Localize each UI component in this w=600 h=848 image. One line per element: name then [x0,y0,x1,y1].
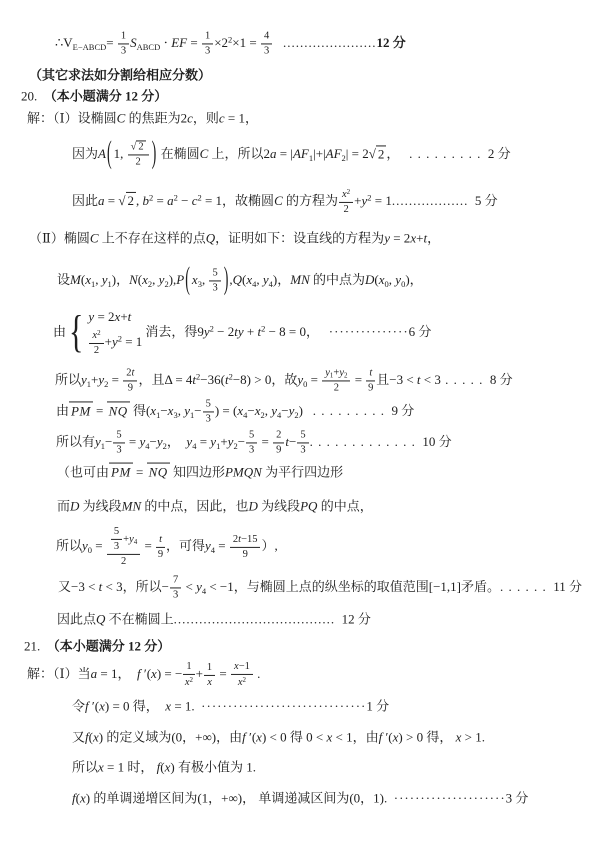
sol20-part2-vieta-discriminant: 所以$y_1+y_2$ = $\frac{2t}{9}$ ，且$\Delta = 4t^2-36(t^2-8) > 0$，故$y_0$ = $\frac{y1+y2}{2}$ = $\frac{t}{9}$ 且−3 < t < 3 . . . . . 8 分 [55,367,513,394]
sol20-part2-y4-expression: 所以有$y_1-$ $\frac{5}{3}$ = $y_4-y_2$， $y_4 = y_1+y_2-$ $\frac{5}{3}$ = $\frac{2}{9}$ t− $\frac{5}{3}$ . . . . . . . . . . . . . 10 分 [56,429,452,456]
sol20-part1-setup: 解：（Ⅰ）设椭圆C 的焦距为2c，则c = 1， [27,110,258,126]
sol21-part1-derivative: 解：（Ⅰ）当a = 1， f ′(x) = − $\frac{1}{x^2}$ + $\frac{1}{x}$ = $\frac{x-1}{x^2}$ . [27,660,261,688]
sol20-part2-points-setup: 设$M(x_1$, $y_1$)，$N(x_2$, $y_2),P$ ( $x_3$, $\frac{5}{3}$ ) $,Q(x_4$, $y_4$)，MN 的中点为$D(x_0$, $y_0$)， [57,262,423,298]
volume-formula-line: $\therefore V_{E-ABCD}=$ $\frac{1}{3}$ $S_{ABCD}$ ⋅ EF = $\frac{1}{3}$ $\times 2^2\times 1$ = $\frac{4}{3}$ ......................12 分 [55,30,406,57]
sol20-part2-conclusion: 因此点Q 不在椭圆上...................................... 12 分 [57,611,371,627]
sol21-part1-min-value: 所以x = 1 时， f(x) 有极小值为 1. [72,759,256,775]
sol20-part2-y0-midpoint-eq: 所以$y_0$ = $\frac{5}{3}$ +y4 2 = $\frac{t}{9}$ ，可得$y_4$ = $\frac{2t-15}{9}$ ）, [56,525,278,568]
sol21-part1-intervals: f(x) 的单调递增区间为(1，+∞)， 单调递减区间为(0，1). ·····················3 分 [72,790,529,806]
sol20-part2-assumption: （Ⅱ）椭圆C 上不存在这样的点Q，证明如下：设直线的方程为y = 2x+t， [29,230,441,246]
problem-21-heading: 21. （本小题满分 12 分） [24,638,171,654]
sol20-part2-vector-equality: 由 PM = NQ 得($x_1-x_3$, $y_1-$ $\frac{5}{3}$ ) = ($x_4-x_2$, $y_4-y_2$) . . . . . . . . . 9 分 [56,398,415,425]
sol20-part1-ellipse-equation: 因此a = √ 2 , $b^2 = a^2 - c^2 = 1$，故椭圆C 的方程为 $\frac{x^2}{2}$ $+y^2 = 1$.................. 5 分 [72,187,498,215]
sol20-part1-point-a: 因为A ( 1, $\frac{√ 2}{2}$ ) 在椭圆C 上，所以$2a = |AF_1|+|AF_2| = 2√$ 2 ， . . . . . . . . . 2 分 [72,136,511,172]
sol20-part2-midpoint-note: 而D 为线段MN 的中点，因此，也D 为线段PQ 的中点， [57,498,373,514]
sol20-part2-system-elimination: 由 { y = 2x+t $\frac{x^2}{2}$ $+y^2 = 1$ 消去，得$9y^2 - 2ty + t^2 - 8 = 0$， ···············6 分 [53,307,432,357]
sol21-part1-monotonic-analysis: 又f(x) 的定义域为(0，+∞)，由f ′(x) < 0 得 0 < x < 1，由f ′(x) > 0 得， x > 1. [72,729,485,745]
alt-method-note: （其它求法如分割给相应分数） [29,67,212,83]
problem-20-heading: 20. （本小题满分 12 分） [21,88,168,104]
sol20-part2-parallelogram-note: （也可由 PM = NQ 知四边形PMQN 为平行四边形 [57,464,344,480]
sol21-part1-critical-point: 令f ′(x) = 0 得， x = 1. ·······························1 分 [72,698,390,714]
sol20-part2-contradiction: 又−3 < t < 3，所以− $\frac{7}{3}$ < $y_4 < -1$，与椭圆上点的纵坐标的取值范围[−1,1]矛盾。. . . . . . 11 分 [58,574,583,601]
